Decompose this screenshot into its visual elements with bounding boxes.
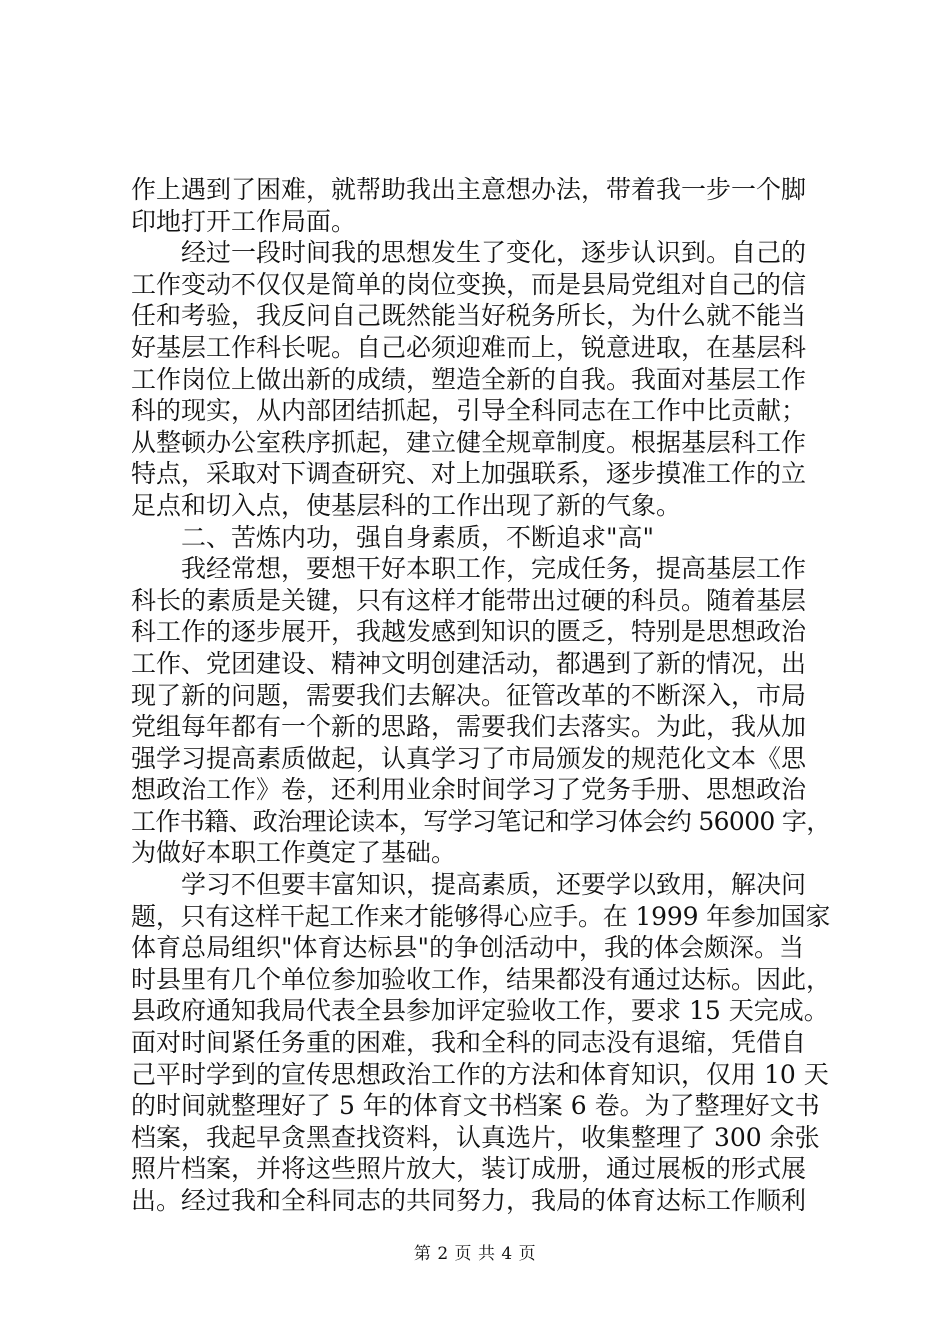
text-line: 现了新的问题，需要我们去解决。征管改革的不断深入，市局	[131, 680, 807, 710]
text-line: 强学习提高素质做起，认真学习了市局颁发的规范化文本《思	[131, 743, 807, 773]
text-line: 作上遇到了困难，就帮助我出主意想办法，带着我一步一个脚	[131, 175, 807, 204]
text-line: 档案，我起早贪黑查找资料，认真选片，收集整理了 300 余张	[131, 1122, 820, 1152]
text-line: 县政府通知我局代表全县参加评定验收工作，要求 15 天完成。	[131, 996, 829, 1026]
page-footer: 第 2 页 共 4 页	[413, 1244, 537, 1264]
text-line: 任和考验，我反问自己既然能当好税务所长，为什么就不能当	[131, 301, 807, 331]
text-line: 工作岗位上做出新的成绩，塑造全新的自我。我面对基层工作	[131, 364, 807, 394]
text-line: 的时间就整理好了 5 年的体育文书档案 6 卷。为了整理好文书	[131, 1091, 820, 1121]
text-line: 时县里有几个单位参加验收工作，结果都没有通过达标。因此，	[131, 964, 832, 994]
text-line: 科工作的逐步展开，我越发感到知识的匮乏，特别是思想政治	[131, 617, 807, 647]
text-line: 为做好本职工作奠定了基础。	[131, 838, 457, 868]
text-line: 出。经过我和全科同志的共同努力，我局的体育达标工作顺利	[131, 1186, 807, 1215]
body-text	[131, 174, 831, 1217]
text-line: 照片档案，并将这些照片放大，装订成册，通过展板的形式展	[131, 1154, 807, 1184]
text-line: 好基层工作科长呢。自己必须迎难而上，锐意进取，在基层科	[131, 332, 807, 362]
text-line: 学习不但要丰富知识，提高素质，还要学以致用，解决问	[181, 870, 807, 900]
text-line: 己平时学到的宣传思想政治工作的方法和体育知识，仅用 10 天	[131, 1059, 829, 1089]
text-line: 工作书籍、政治理论读本，写学习笔记和学习体会约 56000 字，	[131, 806, 831, 836]
text-line: 工作、党团建设、精神文明创建活动，都遇到了新的情况，出	[131, 648, 807, 678]
text-line: 工作变动不仅仅是简单的岗位变换，而是县局党组对自己的信	[131, 269, 807, 299]
text-line: 从整顿办公室秩序抓起，建立健全规章制度。根据基层科工作	[131, 427, 807, 457]
text-line: 经过一段时间我的思想发生了变化，逐步认识到。自己的	[181, 238, 807, 268]
text-line: 面对时间紧任务重的困难，我和全科的同志没有退缩，凭借自	[131, 1028, 807, 1058]
text-line: 二、苦炼内功，强自身素质，不断追求"高"	[181, 522, 654, 552]
text-line: 想政治工作》卷，还利用业余时间学习了党务手册、思想政治	[131, 775, 807, 805]
text-line: 特点，采取对下调查研究、对上加强联系，逐步摸准工作的立	[131, 459, 807, 489]
text-line: 题，只有这样干起工作来才能够得心应手。在 1999 年参加国家	[131, 901, 831, 931]
text-line: 足点和切入点，使基层科的工作出现了新的气象。	[131, 490, 682, 520]
text-line: 党组每年都有一个新的思路，需要我们去落实。为此，我从加	[131, 712, 807, 742]
text-line: 科的现实，从内部团结抓起，引导全科同志在工作中比贡献；	[131, 396, 807, 426]
text-line: 体育总局组织"体育达标县"的争创活动中，我的体会颇深。当	[131, 933, 805, 963]
text-line: 科长的素质是关键，只有这样才能带出过硬的科员。随着基层	[131, 585, 807, 615]
text-line: 我经常想，要想干好本职工作，完成任务，提高基层工作	[181, 554, 807, 584]
text-line: 印地打开工作局面。	[131, 206, 357, 236]
